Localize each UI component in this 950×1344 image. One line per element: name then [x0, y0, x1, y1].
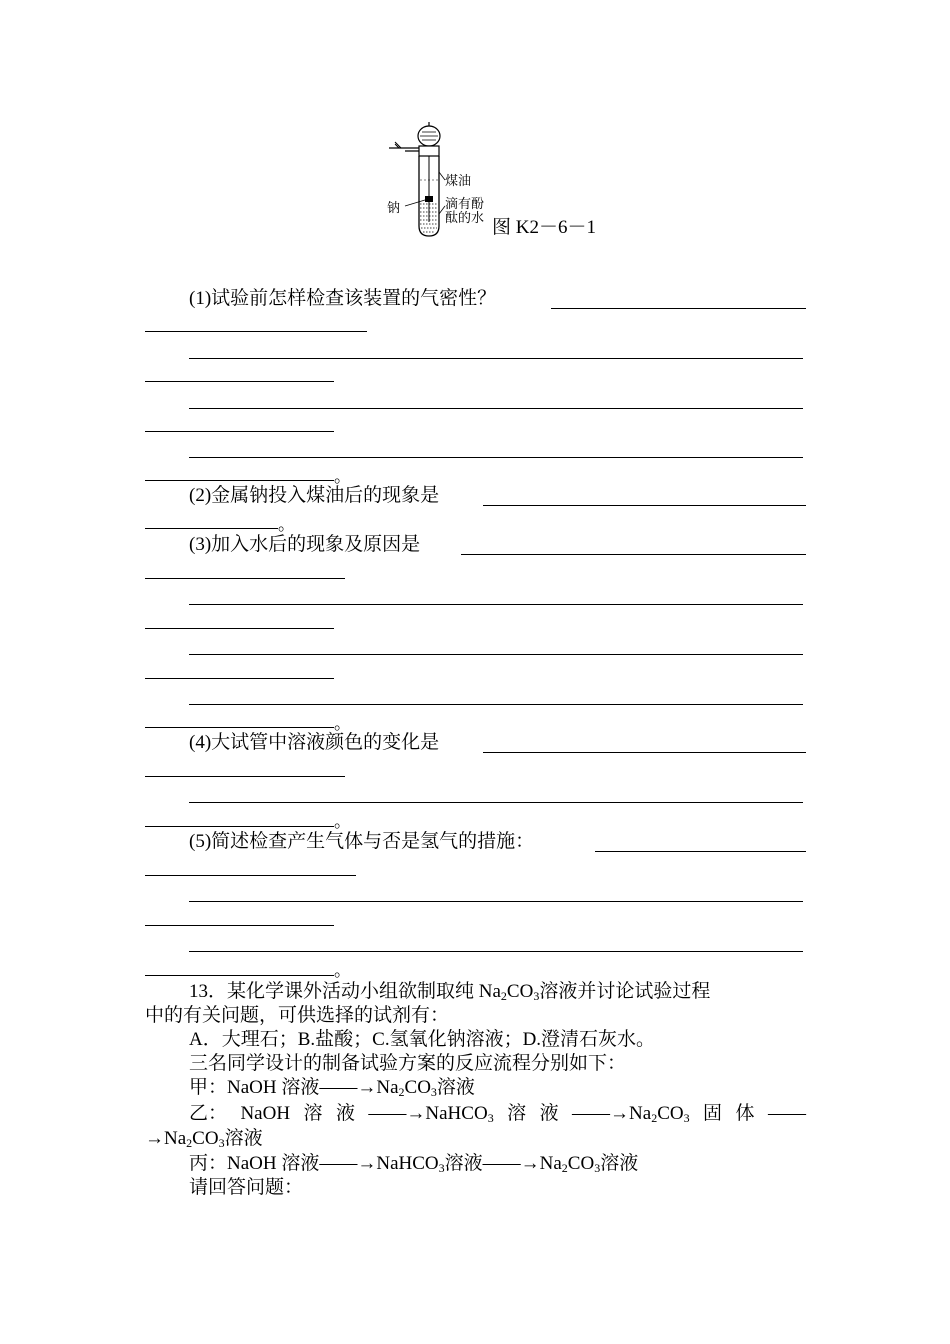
text-fragment: 液	[335, 1103, 355, 1124]
subscript: 2	[651, 1111, 658, 1125]
text-fragment: CO	[506, 981, 534, 1002]
subscript: 2	[186, 1136, 193, 1150]
scheme-yi-line-2	[145, 1127, 263, 1151]
question-5: (5)简述检查产生气体与否是氢气的措施：	[189, 831, 535, 852]
text-fragment: 体	[735, 1103, 755, 1124]
problem-13-intro	[189, 980, 710, 1004]
text-fragment: 甲：NaOH 溶液——→Na	[189, 1077, 399, 1098]
answer-blank[interactable]	[145, 678, 334, 679]
answer-blank[interactable]	[145, 431, 334, 432]
text-fragment: ——→NaHCO	[368, 1103, 488, 1124]
figure-caption: 图 K2－6－1	[492, 217, 596, 238]
period: 。	[334, 812, 351, 832]
text-fragment	[368, 1102, 493, 1126]
text-fragment: CO	[192, 1128, 219, 1149]
subscript: 2	[398, 1085, 405, 1099]
subscript: 3	[683, 1111, 690, 1125]
answer-blank[interactable]	[145, 727, 334, 728]
answer-blank[interactable]	[145, 826, 334, 827]
text-fragment: 13．某化学课外活动小组欲制取纯 Na	[189, 981, 501, 1002]
answer-blank[interactable]	[145, 776, 345, 777]
text-fragment: 溶液	[436, 1077, 475, 1098]
answer-blank[interactable]	[483, 505, 806, 506]
answer-blank[interactable]	[145, 528, 278, 529]
answer-blank[interactable]	[595, 851, 806, 852]
question-3: (3)加入水后的现象及原因是	[189, 534, 421, 555]
question-1: (1)试验前怎样检查该装置的气密性？	[189, 288, 497, 309]
answer-blank[interactable]	[189, 408, 803, 409]
question-4: (4)大试管中溶液颜色的变化是	[189, 732, 440, 753]
answer-blank[interactable]	[189, 704, 803, 705]
answer-blank[interactable]	[189, 951, 803, 952]
answer-blank[interactable]	[145, 925, 334, 926]
answer-blank[interactable]	[145, 381, 334, 382]
answer-blank[interactable]	[189, 604, 803, 605]
answer-blank[interactable]	[461, 554, 806, 555]
answer-blank[interactable]	[483, 752, 806, 753]
answer-blank[interactable]	[145, 331, 367, 332]
answer-blank[interactable]	[145, 975, 334, 976]
text-fragment: 乙：	[189, 1103, 228, 1124]
text-fragment	[572, 1102, 690, 1126]
text-fragment: 丙：NaOH 溶液——→NaHCO	[189, 1153, 439, 1174]
question-prompt: 请回答问题：	[189, 1177, 304, 1198]
text-fragment: ——	[767, 1103, 806, 1124]
text-fragment: 固	[703, 1103, 723, 1124]
subscript: 3	[487, 1111, 494, 1125]
period: 。	[334, 714, 351, 734]
apparatus-figure	[385, 122, 495, 242]
period: 。	[278, 515, 295, 535]
scheme-jia	[189, 1076, 475, 1100]
problem-13-intro-2: 中的有关问题，可供选择的试剂有：	[145, 1005, 450, 1026]
answer-blank[interactable]	[145, 578, 345, 579]
subscript: 2	[500, 989, 507, 1003]
answer-blank[interactable]	[189, 802, 803, 803]
text-fragment: ——→Na	[572, 1103, 652, 1124]
text-fragment: 液	[539, 1103, 559, 1124]
answer-blank[interactable]	[145, 480, 334, 481]
text-fragment: CO	[404, 1077, 431, 1098]
text-fragment: 溶	[507, 1103, 527, 1124]
label-water-1: 滴有酚	[445, 197, 485, 212]
scheme-yi-line-1	[189, 1102, 806, 1126]
subscript: 3	[438, 1161, 445, 1175]
text-fragment: 溶液	[600, 1153, 639, 1174]
question-2: (2)金属钠投入煤油后的现象是	[189, 485, 440, 506]
period: 。	[334, 467, 351, 487]
subscript: 3	[594, 1161, 601, 1175]
scheme-bing	[189, 1152, 638, 1176]
text-fragment: 溶液并讨论试验过程	[539, 981, 711, 1002]
answer-blank[interactable]	[145, 628, 334, 629]
subscript: 3	[533, 989, 540, 1003]
text-fragment: 溶液——→Na	[444, 1153, 562, 1174]
text-fragment: →Na	[145, 1128, 187, 1149]
text-fragment: CO	[657, 1103, 684, 1124]
label-sodium: 钠	[387, 201, 401, 216]
answer-blank[interactable]	[189, 654, 803, 655]
answer-blank[interactable]	[145, 875, 356, 876]
subscript: 3	[430, 1085, 437, 1099]
answer-blank[interactable]	[189, 457, 803, 458]
text-fragment: 溶	[303, 1103, 323, 1124]
text-fragment: NaOH	[240, 1103, 291, 1124]
answer-blank[interactable]	[189, 901, 803, 902]
reagents-list: A．大理石；B.盐酸；C.氢氧化钠溶液；D.澄清石灰水。	[189, 1029, 656, 1050]
designs-intro: 三名同学设计的制备试验方案的反应流程分别如下：	[189, 1053, 627, 1074]
text-fragment: 溶液	[224, 1128, 263, 1149]
answer-blank[interactable]	[189, 358, 803, 359]
answer-blank[interactable]	[551, 308, 806, 309]
label-water-2: 酞的水	[445, 211, 485, 226]
period: 。	[334, 961, 351, 981]
label-kerosene: 煤油	[445, 174, 472, 189]
text-fragment: CO	[567, 1153, 595, 1174]
subscript: 2	[561, 1161, 568, 1175]
subscript: 3	[218, 1136, 225, 1150]
